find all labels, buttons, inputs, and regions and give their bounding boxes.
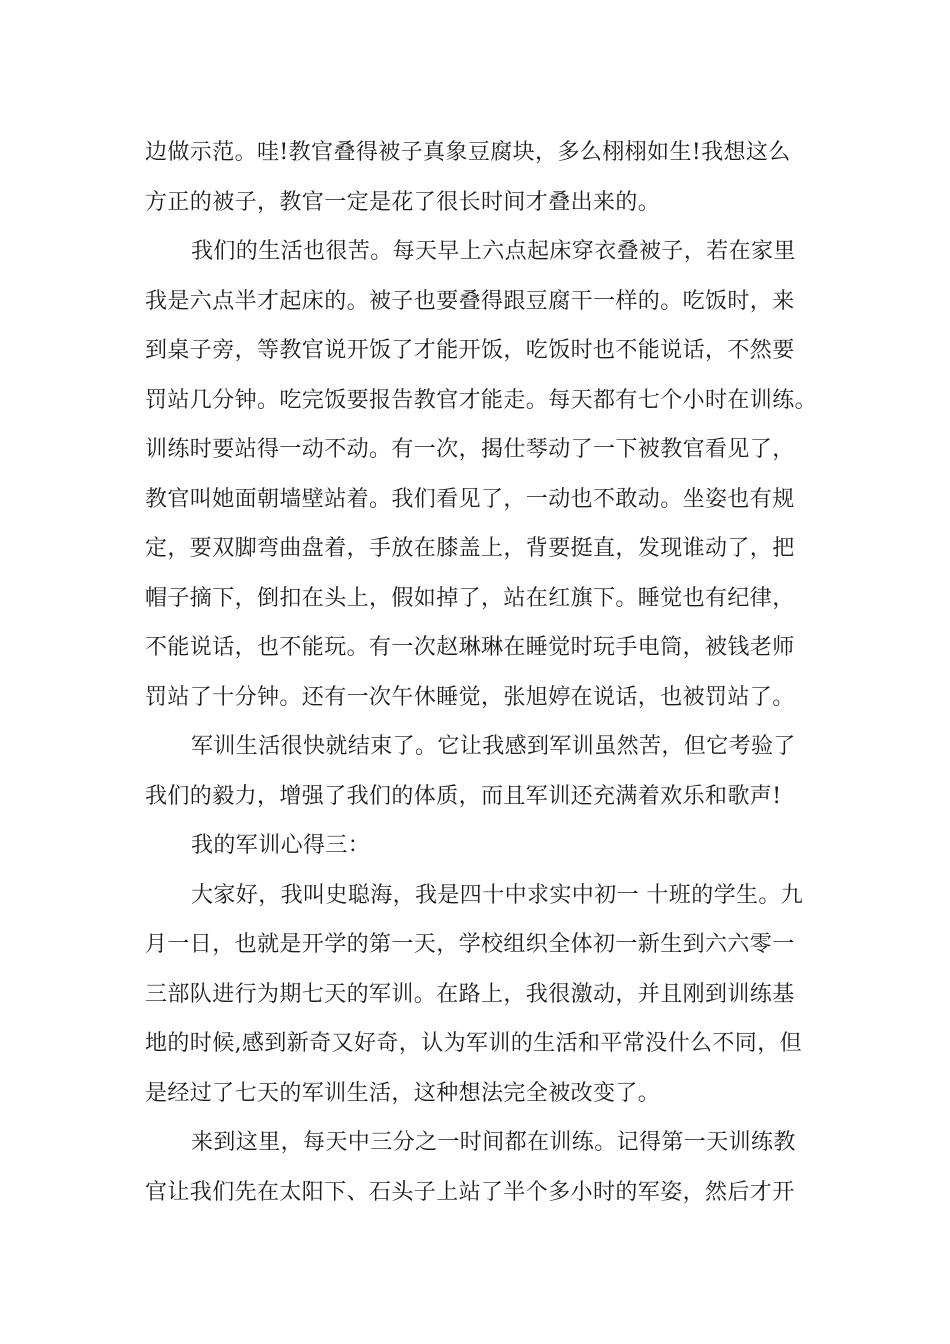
text-line: 帽子摘下，倒扣在头上，假如掉了，站在红旗下。睡觉也有纪律，: [145, 585, 795, 611]
text-line: 我是六点半才起床的。被子也要叠得跟豆腐干一样的。吃饭时，来: [145, 288, 795, 314]
text-line: 定，要双脚弯曲盘着，手放在膝盖上，背要挺直，发现谁动了，把: [145, 536, 795, 561]
text-line: 到桌子旁，等教官说开饭了才能开饭，吃饭时也不能说话，不然要: [145, 338, 795, 363]
text-line: 罚站了十分钟。还有一次午休睡觉，张旭婷在说话，也被罚站了。: [145, 684, 795, 710]
text-line: 边做示范。哇!教官叠得被子真象豆腐块，多么栩栩如生!我想这么: [145, 140, 791, 165]
text-line: 我们的毅力，增强了我们的体质，而且军训还充满着欢乐和歌声!: [145, 783, 782, 809]
paragraph-first-line: 大家好，我叫史聪海，我是四十中求实中初一 十班的学生。九: [191, 882, 804, 908]
text-line: 不能说话，也不能玩。有一次赵琳琳在睡觉时玩手电筒，被钱老师: [145, 635, 795, 660]
text-line: 罚站几分钟。吃完饭要报告教官才能走。每天都有七个小时在训练。: [145, 387, 818, 413]
text-line: 三部队进行为期七天的军训。在路上，我很激动，并且刚到训练基: [145, 981, 795, 1007]
paragraph-first-line: 我们的生活也很苦。每天早上六点起床穿衣叠被子，若在家里: [191, 239, 796, 264]
text-line: 官让我们先在太阳下、石头子上站了半个多小时的军姿，然后才开: [145, 1179, 795, 1205]
paragraph-first-line: 军训生活很快就结束了。它让我感到军训虽然苦，但它考验了: [191, 734, 796, 759]
text-line: 训练时要站得一动不动。有一次，揭仕琴动了一下被教官看见了，: [145, 437, 795, 462]
text-line: 教官叫她面朝墙壁站着。我们看见了，一动也不敢动。坐姿也有规: [145, 486, 795, 512]
text-line: 是经过了七天的军训生活，这种想法完全被改变了。: [145, 1080, 661, 1106]
paragraph-first-line: 我的军训心得三：: [191, 833, 371, 858]
text-line: 方正的被子，教官一定是花了很长时间才叠出来的。: [145, 189, 661, 215]
paragraph-first-line: 来到这里，每天中三分之一时间都在训练。记得第一天训练教: [191, 1130, 796, 1155]
text-line: 地的时候,感到新奇又好奇，认为军训的生活和平常没什么不同，但: [145, 1031, 802, 1056]
text-line: 月一日，也就是开学的第一天，学校组织全体初一新生到六六零一: [145, 932, 795, 957]
document-body: [145, 128, 818, 1217]
